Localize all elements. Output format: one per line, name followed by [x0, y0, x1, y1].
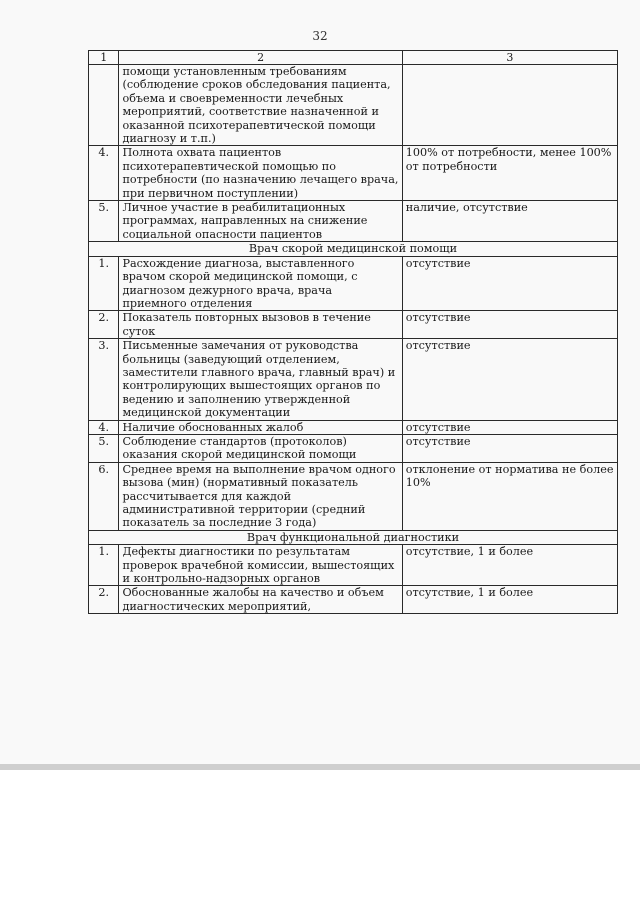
section-header-functional [89, 530, 618, 544]
table-row [89, 146, 618, 201]
row-indicator: Расхождение диагноза, выставленного врачом скорой медицинской помощи, с диагнозом дежурного врача, врача приемного отделения [119, 256, 402, 311]
row-number: 3. [89, 339, 119, 420]
row-indicator: Личное участие в реабилитационных программах, направленных на снижение социальной опасности пациентов [119, 201, 402, 242]
row-number: 6. [89, 462, 119, 530]
row-number: 2. [89, 311, 119, 339]
row-number [89, 65, 119, 146]
row-number: 4. [89, 420, 119, 434]
row-value: отсутствие [402, 256, 617, 311]
row-indicator: помощи установленным требованиям (соблюдение сроков обследования пациента, объема и своевременности лечебных мероприятий, соответствие назначенной и оказанной психотерапевтической помощи диагнозу и т.п.) [119, 65, 402, 146]
row-value: отклонение от норматива не более 10% [402, 462, 617, 530]
table-row [89, 339, 618, 420]
table-row [89, 65, 618, 146]
header-col-3: 3 [402, 51, 617, 65]
row-indicator: Полнота охвата пациентов психотерапевтической помощью по потребности (по назначению лечащего врача, при первичном поступлении) [119, 146, 402, 201]
table-row [89, 434, 618, 462]
row-indicator: Показатель повторных вызовов в течение суток [119, 311, 402, 339]
section-title: Врач функциональной диагностики [89, 530, 618, 544]
section-title: Врач скорой медицинской помощи [89, 242, 618, 256]
row-value [402, 65, 617, 146]
table-row [89, 586, 618, 614]
row-value: отсутствие [402, 311, 617, 339]
row-value: отсутствие [402, 339, 617, 420]
section-header-emergency [89, 242, 618, 256]
header-col-1: 1 [89, 51, 119, 65]
row-indicator: Среднее время на выполнение врачом одного вызова (мин) (нормативный показатель рассчитывается для каждой административной территории (средний показатель за последние 3 года) [119, 462, 402, 530]
header-col-2: 2 [119, 51, 402, 65]
row-number: 1. [89, 256, 119, 311]
row-value: наличие, отсутствие [402, 201, 617, 242]
table-row [89, 256, 618, 311]
row-number: 5. [89, 201, 119, 242]
scan-edge [0, 764, 640, 770]
row-value: отсутствие [402, 434, 617, 462]
table-header-row [89, 51, 618, 65]
row-value: отсутствие, 1 и более [402, 586, 617, 614]
row-indicator: Письменные замечания от руководства больницы (заведующий отделением, заместители главного врача, главный врач) и контролирующих вышестоящих органов по ведению и заполнению утвержденной медицинской документации [119, 339, 402, 420]
row-indicator: Обоснованные жалобы на качество и объем диагностических мероприятий, [119, 586, 402, 614]
row-value: отсутствие, 1 и более [402, 545, 617, 586]
page-number: 32 [312, 29, 328, 43]
table-row [89, 545, 618, 586]
table-row [89, 420, 618, 434]
table-row [89, 462, 618, 530]
row-number: 4. [89, 146, 119, 201]
row-number: 2. [89, 586, 119, 614]
row-indicator: Дефекты диагностики по результатам проверок врачебной комиссии, вышестоящих и контрольно-надзорных органов [119, 545, 402, 586]
row-number: 1. [89, 545, 119, 586]
table-row [89, 311, 618, 339]
row-value: 100% от потребности, менее 100% от потребности [402, 146, 617, 201]
row-number: 5. [89, 434, 119, 462]
row-indicator: Соблюдение стандартов (протоколов) оказания скорой медицинской помощи [119, 434, 402, 462]
row-indicator: Наличие обоснованных жалоб [119, 420, 402, 434]
criteria-table [88, 50, 618, 614]
row-value: отсутствие [402, 420, 617, 434]
table-row [89, 201, 618, 242]
